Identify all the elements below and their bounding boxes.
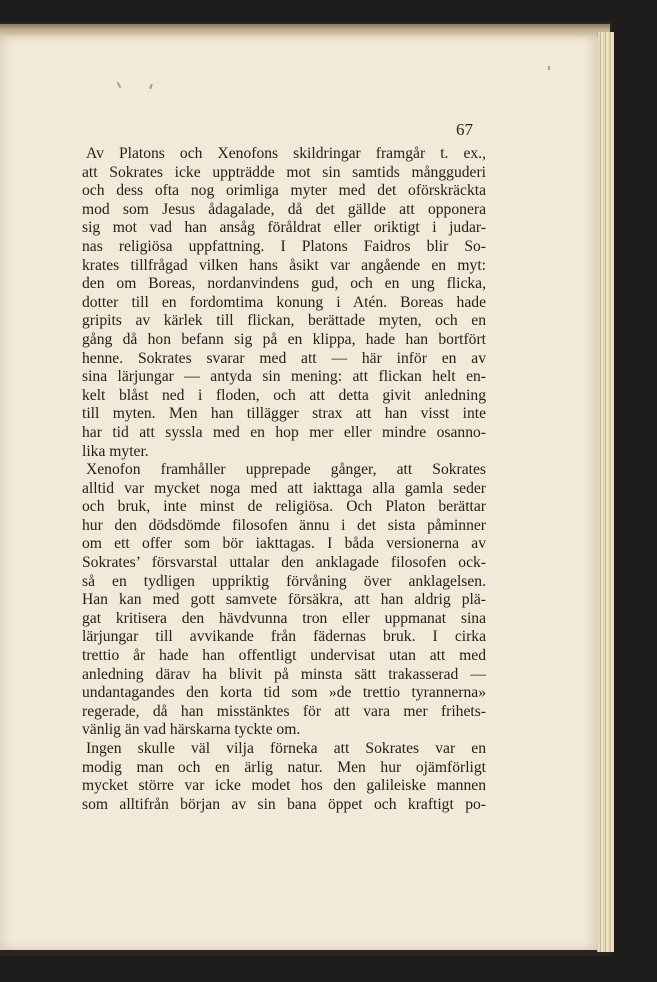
text-line: trettio år hade han offentligt undervisat utan att med [82,647,486,665]
text-line: Xenofon framhåller upprepade gånger, att Sokrates [86,461,486,479]
text-line: gat kritisera den hävdvunna tron eller uppmanat sina [82,609,486,627]
text-line: Av Platons och Xenofons skildringar framgår t. ex., [86,145,486,162]
text-line: har tid att syssla med en hop mer eller mindre osanno- [82,423,486,441]
text-line: hur den dödsdömde filosofen ännu i det sista påminner [82,516,486,534]
text-line: regerade, då han misstänktes för att vara mer frihets- [82,702,486,720]
text-line: Han kan med gott samvete försäkra, att han aldrig plä- [82,591,486,609]
text-line: Ingen skulle väl vilja förneka att Sokrates var en [86,740,486,757]
text-line: lika myter. [82,442,149,460]
page-number: 67 [456,120,473,139]
text-line: och bruk, inte minst de religiösa. Och Platon berättar [82,498,486,516]
text-line: gång då hon befann sig på en klippa, hade han bortfört [82,330,486,348]
text-line: så en tydligen uppriktig förvåning över anklagelsen. [82,572,486,590]
text-line: nas religiösa uppfattning. I Platons Faidros blir So- [82,237,486,255]
text-line: undantagandes den korta tid som »de trettio tyrannerna» [82,684,486,702]
paper-speck [117,82,122,88]
text-line: Sokrates’ försvarstal uttalar den anklagade filosofen ock- [82,554,486,572]
text-line: kelt blåst ned i floden, och att detta givit anledning [82,386,486,404]
paper-speck [149,84,153,89]
text-line: gripits av kärlek till flickan, berättade myten, och en [82,312,486,330]
text-line: att Sokrates icke uppträdde mot sin samtids mångguderi [82,163,486,181]
text-line: lärjungar till avvikande från fädernas bruk. I cirka [82,628,486,646]
text-line: modig man och en ärlig natur. Men hur ojämförligt [82,758,486,776]
text-line: henne. Sokrates svarar med att — här inför en av [82,349,486,367]
text-line: sig mot vad han ansåg föråldrat eller oriktigt i judar- [82,219,486,237]
text-line: vänlig än vad härskarna tyckte om. [82,721,301,739]
page-fore-edge [597,32,614,952]
body-text [82,145,486,814]
paper-speck [548,66,550,70]
text-line: till myten. Men han tillägger strax att han visst inte [82,405,486,423]
text-line: som alltifrån början av sin bana öppet och kraftigt po- [82,795,486,813]
text-line: om ett offer som bör iakttagas. I båda versionerna av [82,535,486,553]
text-line: alltid var mycket noga med att iakttaga alla gamla seder [82,479,486,497]
text-line: den om Boreas, nordanvindens gud, och en ung flicka, [82,275,486,293]
text-line: krates tillfrågad vilken hans åsikt var angående en myt: [82,256,486,274]
text-line: dotter till en fordomtima konung i Atén. Boreas hade [82,293,486,311]
text-line: och dess ofta nog orimliga myter med det oförskräckta [82,182,486,200]
text-line: anledning därav ha blivit på minsta sätt trakasserad — [82,665,486,683]
text-line: mod som Jesus ådagalade, då det gällde att opponera [82,200,486,218]
text-line: sina lärjungar — antyda sin mening: att flickan helt en- [82,368,486,386]
page-top-edge [0,24,610,36]
text-line: mycket större var icke modet hos den galileiske mannen [82,777,486,795]
